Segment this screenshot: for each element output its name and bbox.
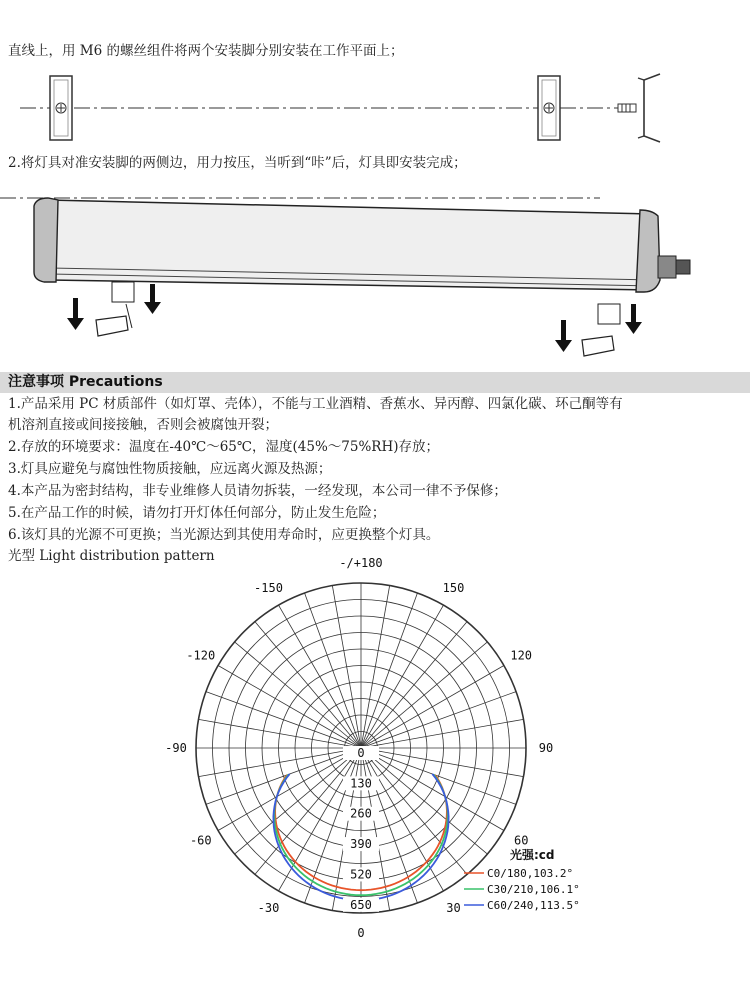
- angle-label: 90: [538, 741, 554, 755]
- mounting-foot-left: [50, 76, 72, 140]
- angle-label: -90: [165, 741, 187, 755]
- mounting-foot-right: [538, 76, 560, 140]
- precaution-item: 4.本产品为密封结构，非专业维修人员请勿拆装，一经发现，本公司一律不予保修；: [8, 483, 507, 499]
- luminaire-install-diagram: [0, 180, 750, 365]
- angle-label: 30: [446, 901, 461, 916]
- angle-label: -30: [257, 901, 280, 916]
- radial-tick-label: 520: [350, 867, 372, 882]
- legend-title: 光强:cd: [510, 848, 555, 862]
- clip-left: [96, 282, 134, 336]
- foot-side-view: [618, 74, 660, 142]
- precaution-item: 2.存放的环境要求：温度在-40℃～65℃，湿度(45%～75%RH)存放；: [8, 439, 439, 455]
- radial-tick-label: 260: [350, 806, 372, 821]
- precaution-item: 机溶剂直接或间接接触，否则会被腐蚀开裂；: [8, 417, 278, 433]
- radial-tick-label: 130: [350, 776, 372, 791]
- legend-entry: C60/240,113.5°: [487, 899, 580, 912]
- angle-label: -/+180: [339, 556, 383, 570]
- angle-label: 0: [357, 926, 365, 940]
- precaution-item: 5.在产品工作的时候，请勿打开灯体任何部分，防止发生危险；: [8, 505, 386, 521]
- press-arrows: [67, 284, 642, 352]
- radial-tick-label: 650: [350, 897, 372, 912]
- precaution-item: 1.产品采用 PC 材质部件（如灯罩、壳体），不能与工业酒精、香蕉水、异丙醇、四氯化碳、环己酮等有: [8, 396, 623, 412]
- install-step-1: 直线上，用 M6 的螺丝组件将两个安装脚分别安装在工作平面上；: [8, 43, 404, 59]
- precautions-header-bar: [0, 372, 750, 393]
- legend-entry: C30/210,106.1°: [487, 883, 580, 896]
- legend-entry: C0/180,103.2°: [487, 867, 574, 880]
- angle-label: 150: [442, 580, 465, 595]
- angle-label: -120: [186, 648, 216, 663]
- precautions-title: 注意事项 Precautions: [8, 374, 163, 390]
- radial-tick-label: 0: [357, 746, 365, 760]
- angle-label: 120: [510, 648, 533, 663]
- light-pattern-label: 光型 Light distribution pattern: [8, 548, 215, 564]
- precaution-item: 6.该灯具的光源不可更换；当光源达到其使用寿命时，应更换整个灯具。: [8, 527, 440, 543]
- clip-right: [582, 304, 620, 356]
- angle-label: -60: [189, 833, 212, 848]
- precaution-item: 3.灯具应避免与腐蚀性物质接触，应远离火源及热源；: [8, 461, 332, 477]
- angle-label: -150: [254, 580, 283, 595]
- angle-label: 60: [513, 833, 529, 848]
- install-step-2: 2.将灯具对准安装脚的两侧边，用力按压，当听到“咔”后，灯具即安装完成；: [8, 155, 467, 171]
- radial-tick-label: 390: [350, 837, 372, 852]
- mounting-feet-diagram: [0, 68, 750, 158]
